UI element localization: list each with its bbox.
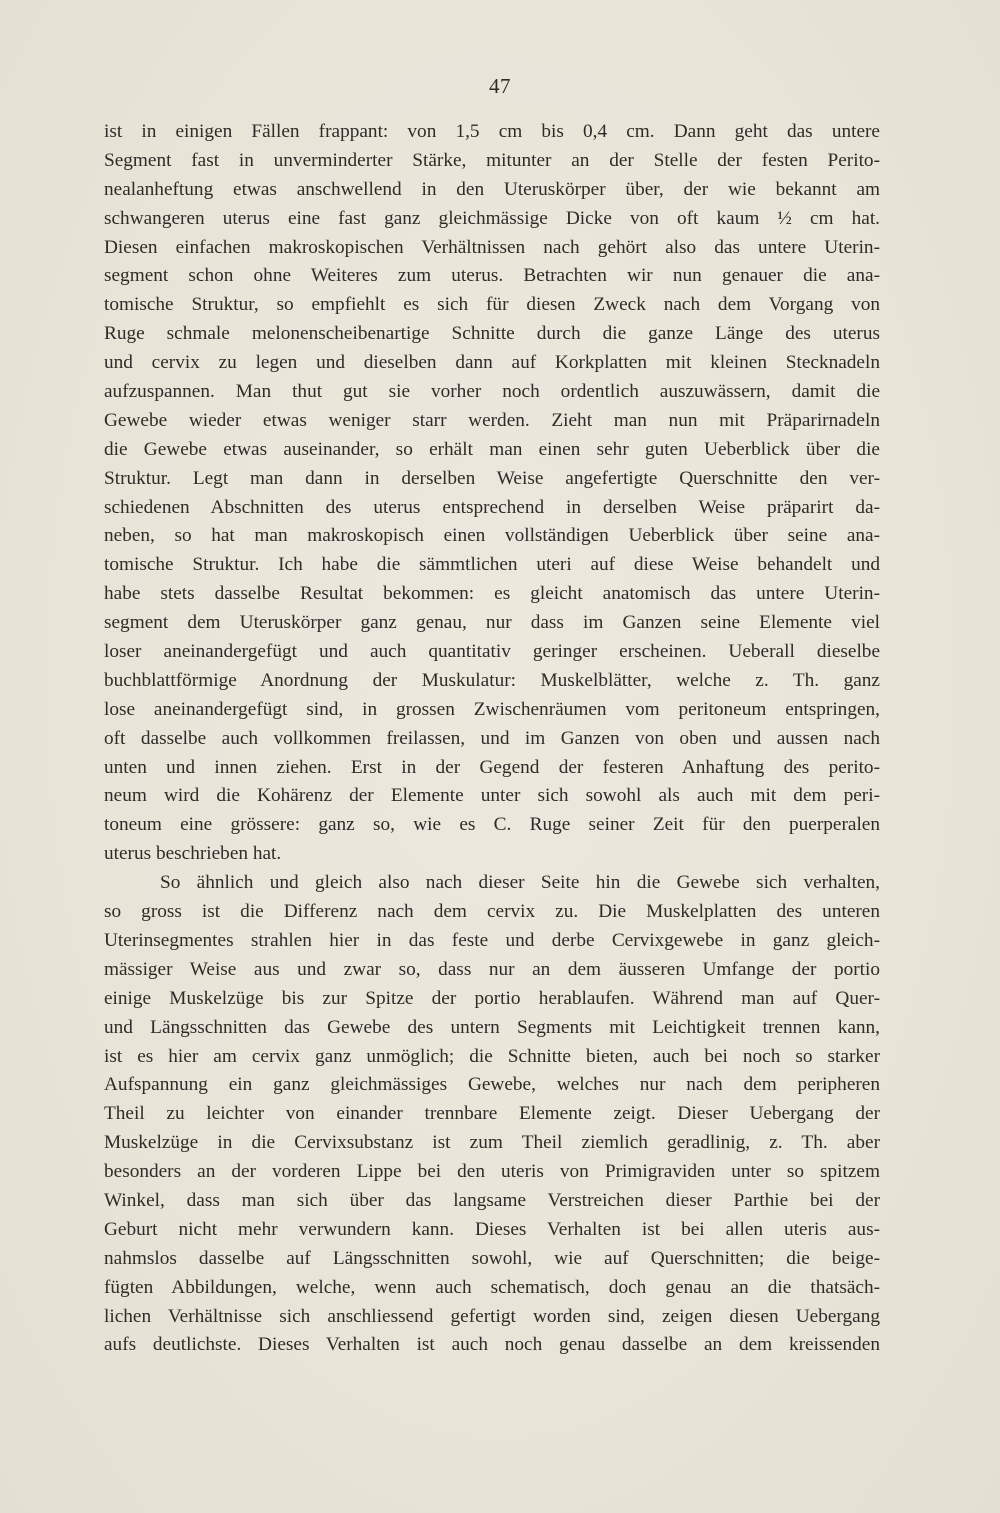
text-line: tomische Struktur, so empfiehlt es sich für diesen Zweck nach dem Vorgang von <box>104 294 880 316</box>
text-line: nahmslos dasselbe auf Längsschnitten sowohl, wie auf Querschnitten; die beige- <box>104 1247 880 1269</box>
page-number: 47 <box>489 74 511 98</box>
body-text <box>104 118 880 1360</box>
text-line: loser aneinandergefügt und auch quantitativ geringer erscheinen. Ueberall dieselbe <box>104 641 880 663</box>
text-line: Geburt nicht mehr verwundern kann. Dieses Verhalten ist bei allen uteris aus- <box>104 1218 880 1240</box>
text-line: schiedenen Abschnitten des uterus entsprechend in derselben Weise präparirt da- <box>104 496 880 518</box>
text-line: oft dasselbe auch vollkommen freilassen, und im Ganzen von oben und aussen nach <box>104 727 880 749</box>
text-line: toneum eine grössere: ganz so, wie es C. Ruge seiner Zeit für den puerperalen <box>104 814 880 836</box>
text-line: Aufspannung ein ganz gleichmässiges Gewebe, welches nur nach dem peripheren <box>104 1074 880 1096</box>
text-line: tomische Struktur. Ich habe die sämmtlichen uteri auf diese Weise behandelt und <box>104 554 880 576</box>
text-line: und Längsschnitten das Gewebe des untern Segments mit Leichtigkeit trennen kann, <box>104 1016 880 1038</box>
text-line: schwangeren uterus eine fast ganz gleichmässige Dicke von oft kaum ½ cm hat. <box>104 207 880 229</box>
text-line: buchblattförmige Anordnung der Muskulatur: Muskelblätter, welche z. Th. ganz <box>104 669 880 691</box>
text-line: neben, so hat man makroskopisch einen vollständigen Ueberblick über seine ana- <box>104 525 880 547</box>
text-line: ist in einigen Fällen frappant: von 1,5 cm bis 0,4 cm. Dann geht das untere <box>104 121 880 142</box>
text-line: ist es hier am cervix ganz unmöglich; die Schnitte bieten, auch bei noch so starker <box>104 1045 880 1067</box>
text-line: nealanheftung etwas anschwellend in den Uteruskörper über, der wie bekannt am <box>104 178 880 200</box>
text-line: fügten Abbildungen, welche, wenn auch schematisch, doch genau an die thatsäch- <box>104 1276 880 1298</box>
text-line: die Gewebe etwas auseinander, so erhält man einen sehr guten Ueberblick über die <box>104 438 880 460</box>
text-line: besonders an der vorderen Lippe bei den uteris von Primigraviden unter so spitzem <box>104 1161 880 1183</box>
text-line: mässiger Weise aus und zwar so, dass nur an dem äusseren Umfange der portio <box>104 958 880 980</box>
text-line: lichen Verhältnisse sich anschliessend gefertigt worden sind, zeigen diesen Uebergang <box>104 1305 880 1327</box>
text-line: so gross ist die Differenz nach dem cervix zu. Die Muskelplatten des unteren <box>104 901 880 923</box>
text-line: Ruge schmale melonenscheibenartige Schnitte durch die ganze Länge des uterus <box>104 323 880 345</box>
text-line: Segment fast in unverminderter Stärke, mitunter an der Stelle der festen Perito- <box>104 149 880 171</box>
text-line: habe stets dasselbe Resultat bekommen: es gleicht anatomisch das untere Uterin- <box>104 583 880 605</box>
text-line-paragraph-end: uterus beschrieben hat. <box>104 843 282 865</box>
text-line: aufs deutlichste. Dieses Verhalten ist auch noch genau dasselbe an dem kreissenden <box>104 1334 880 1356</box>
text-line: Theil zu leichter von einander trennbare Elemente zeigt. Dieser Uebergang der <box>104 1103 880 1125</box>
text-line: lose aneinandergefügt sind, in grossen Zwischenräumen vom peritoneum entspringen, <box>104 698 880 720</box>
text-line-paragraph-start: So ähnlich und gleich also nach dieser Seite hin die Gewebe sich verhalten, <box>160 872 880 894</box>
text-line: aufzuspannen. Man thut gut sie vorher noch ordentlich auszuwässern, damit die <box>104 381 880 403</box>
text-line: neum wird die Kohärenz der Elemente unter sich sowohl als auch mit dem peri- <box>104 785 880 807</box>
text-line: Gewebe wieder etwas weniger starr werden. Zieht man nun mit Präparirnadeln <box>104 409 880 431</box>
text-line: segment dem Uteruskörper ganz genau, nur dass im Ganzen seine Elemente viel <box>104 612 880 634</box>
text-line: Winkel, dass man sich über das langsame Verstreichen dieser Parthie bei der <box>104 1189 880 1211</box>
text-line: Uterinsegmentes strahlen hier in das feste und derbe Cervixgewebe in ganz gleich- <box>104 929 880 951</box>
text-line: unten und innen ziehen. Erst in der Gegend der festeren Anhaftung des perito- <box>104 756 880 778</box>
text-line: einige Muskelzüge bis zur Spitze der portio herablaufen. Während man auf Quer- <box>104 987 880 1009</box>
text-line: Struktur. Legt man dann in derselben Weise angefertigte Querschnitte den ver- <box>104 467 880 489</box>
text-line: und cervix zu legen und dieselben dann auf Korkplatten mit kleinen Stecknadeln <box>104 352 880 374</box>
text-line: segment schon ohne Weiteres zum uterus. Betrachten wir nun genauer die ana- <box>104 265 880 287</box>
text-line: Muskelzüge in die Cervixsubstanz ist zum Theil ziemlich geradlinig, z. Th. aber <box>104 1132 880 1154</box>
text-line: Diesen einfachen makroskopischen Verhältnissen nach gehört also das untere Uterin- <box>104 236 880 258</box>
